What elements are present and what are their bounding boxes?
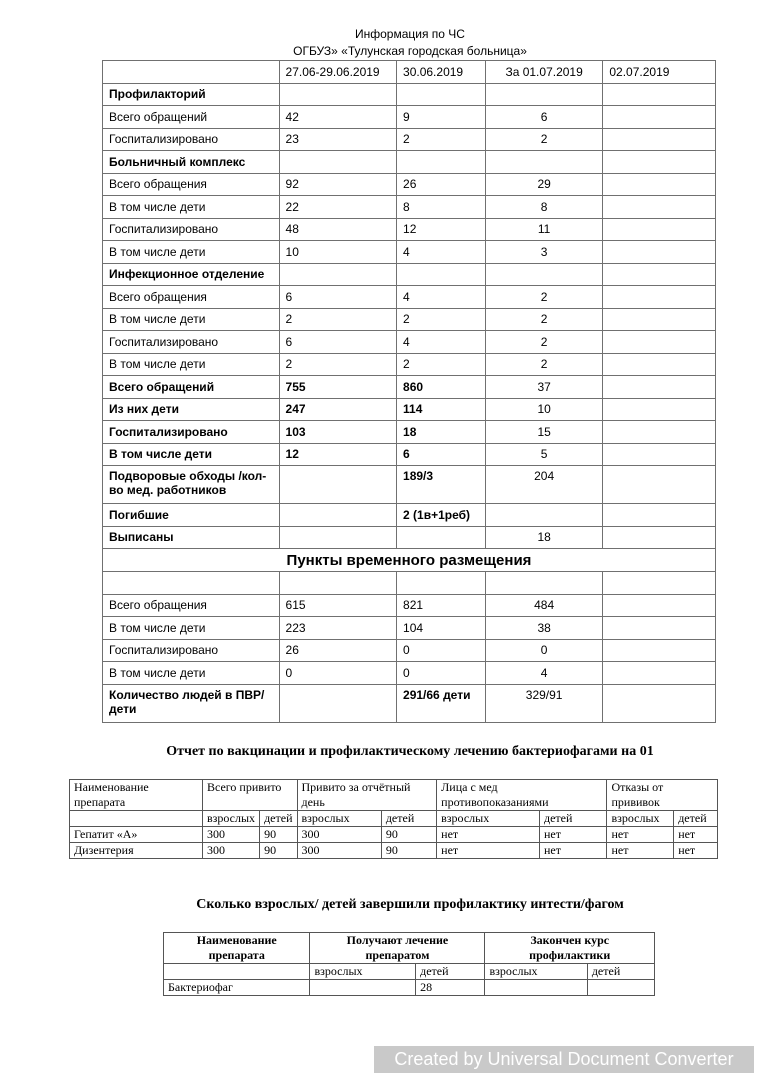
table-row	[103, 466, 716, 504]
table-row	[103, 617, 716, 640]
watermark: Created by Universal Document Converter	[374, 1046, 754, 1073]
row-value	[279, 684, 397, 722]
table-row	[103, 241, 716, 264]
row-value: 23	[279, 128, 397, 151]
row-value: 9	[397, 106, 486, 129]
row-value: 92	[279, 173, 397, 196]
row-value	[397, 151, 486, 174]
row-value: 90	[260, 827, 297, 843]
table-row	[164, 980, 655, 996]
row-value: 12	[397, 218, 486, 241]
row-value	[603, 286, 716, 309]
column-subheader: детей	[416, 964, 485, 980]
row-label: Инфекционное отделение	[103, 263, 280, 286]
row-value	[603, 218, 716, 241]
row-value: 2	[397, 308, 486, 331]
column-header: Привито за отчётный день	[297, 780, 437, 811]
table-row	[103, 151, 716, 174]
section-title: Пункты временного размещения	[103, 549, 716, 572]
row-value: 291/66 дети	[397, 684, 486, 722]
row-value	[603, 398, 716, 421]
row-value	[603, 376, 716, 399]
drug-name: Дизентерия	[70, 843, 203, 859]
row-label: Госпитализировано	[103, 218, 280, 241]
table-row	[103, 263, 716, 286]
column-header	[103, 61, 280, 84]
row-value	[485, 151, 603, 174]
row-value: 0	[397, 662, 486, 685]
row-value: 18	[397, 421, 486, 444]
row-label: Количество людей в ПВР/ дети	[103, 684, 280, 722]
row-value	[603, 466, 716, 504]
row-value: нет	[437, 843, 540, 859]
column-header: 02.07.2019	[603, 61, 716, 84]
subheader-row	[164, 964, 655, 980]
row-value: 204	[485, 466, 603, 504]
row-value: 103	[279, 421, 397, 444]
column-header: Наименование препарата	[164, 933, 310, 964]
row-value: 90	[381, 843, 436, 859]
row-value	[603, 639, 716, 662]
row-value: 5	[485, 443, 603, 466]
column-header: Лица с мед противопоказаниями	[437, 780, 607, 811]
row-value: 22	[279, 196, 397, 219]
column-subheader: взрослых	[310, 964, 416, 980]
row-value: 37	[485, 376, 603, 399]
row-value	[279, 504, 397, 527]
row-value: 2	[397, 353, 486, 376]
table-row	[103, 286, 716, 309]
row-value: нет	[674, 843, 718, 859]
column-header: 27.06-29.06.2019	[279, 61, 397, 84]
column-header: 30.06.2019	[397, 61, 486, 84]
row-label: Всего обращения	[103, 594, 280, 617]
column-subheader: детей	[260, 811, 297, 827]
row-value: 6	[485, 106, 603, 129]
table-row	[103, 594, 716, 617]
row-value: нет	[607, 843, 674, 859]
column-subheader: детей	[540, 811, 607, 827]
row-label: В том числе дети	[103, 241, 280, 264]
row-value: 10	[485, 398, 603, 421]
row-value	[603, 196, 716, 219]
table-row	[103, 662, 716, 685]
row-value: 4	[397, 331, 486, 354]
row-value: 8	[397, 196, 486, 219]
row-label: Госпитализировано	[103, 639, 280, 662]
column-header: Получают лечение препаратом	[310, 933, 485, 964]
row-value	[603, 308, 716, 331]
row-value: 6	[279, 331, 397, 354]
table-row	[103, 218, 716, 241]
row-value: 4	[397, 241, 486, 264]
row-value: 189/3	[397, 466, 486, 504]
vaccination-table	[69, 779, 718, 859]
row-value	[279, 83, 397, 106]
table-row	[103, 504, 716, 527]
row-value	[587, 980, 654, 996]
row-value: 4	[485, 662, 603, 685]
row-value: 2 (1в+1реб)	[397, 504, 486, 527]
column-header: Наименование препарата	[70, 780, 203, 811]
row-value: 29	[485, 173, 603, 196]
row-value	[603, 572, 716, 595]
row-value: 90	[260, 843, 297, 859]
row-value	[603, 443, 716, 466]
row-value: 0	[485, 639, 603, 662]
row-value	[603, 526, 716, 549]
table-row	[103, 443, 716, 466]
row-value: 8	[485, 196, 603, 219]
row-value	[603, 263, 716, 286]
row-value: 300	[202, 843, 259, 859]
table-row	[103, 353, 716, 376]
column-subheader: взрослых	[607, 811, 674, 827]
row-value: 755	[279, 376, 397, 399]
row-label: Госпитализировано	[103, 331, 280, 354]
drug-name: Гепатит «А»	[70, 827, 203, 843]
row-value	[485, 572, 603, 595]
row-value	[603, 106, 716, 129]
row-value: 15	[485, 421, 603, 444]
row-value	[397, 526, 486, 549]
row-value: 28	[416, 980, 485, 996]
table-row	[70, 843, 718, 859]
row-label	[103, 572, 280, 595]
header-row	[70, 780, 718, 811]
row-label: Подворовые обходы /кол-во мед. работников	[103, 466, 280, 504]
row-label: Госпитализировано	[103, 421, 280, 444]
row-value: 329/91	[485, 684, 603, 722]
row-label: В том числе дети	[103, 196, 280, 219]
row-value	[603, 421, 716, 444]
row-value	[603, 83, 716, 106]
column-subheader: детей	[674, 811, 718, 827]
row-value: 114	[397, 398, 486, 421]
row-value: 0	[279, 662, 397, 685]
section-row	[103, 549, 716, 572]
document-title: Информация по ЧС	[355, 27, 465, 41]
row-label: В том числе дети	[103, 617, 280, 640]
drug-name: Бактериофаг	[164, 980, 310, 996]
row-label: В том числе дети	[103, 443, 280, 466]
row-label: Всего обращений	[103, 106, 280, 129]
column-subheader: детей	[587, 964, 654, 980]
row-value: 2	[485, 353, 603, 376]
row-value	[279, 572, 397, 595]
column-subheader: взрослых	[297, 811, 381, 827]
table-row	[103, 83, 716, 106]
row-label: Погибшие	[103, 504, 280, 527]
row-label: Больничный комплекс	[103, 151, 280, 174]
row-value: 484	[485, 594, 603, 617]
row-value: 2	[485, 331, 603, 354]
row-label: В том числе дети	[103, 353, 280, 376]
column-subheader: взрослых	[485, 964, 587, 980]
bacteriophage-table	[163, 932, 655, 996]
row-value: 38	[485, 617, 603, 640]
column-subheader: детей	[381, 811, 436, 827]
table-row	[103, 196, 716, 219]
row-value: 2	[485, 286, 603, 309]
row-value	[485, 504, 603, 527]
row-value: 2	[397, 128, 486, 151]
row-value	[603, 504, 716, 527]
row-value: 104	[397, 617, 486, 640]
column-subheader: взрослых	[437, 811, 540, 827]
row-value: нет	[607, 827, 674, 843]
row-value: 10	[279, 241, 397, 264]
table-row	[103, 173, 716, 196]
table-row	[103, 128, 716, 151]
row-value: 615	[279, 594, 397, 617]
row-value: 3	[485, 241, 603, 264]
row-value	[310, 980, 416, 996]
row-value: 0	[397, 639, 486, 662]
header-row	[164, 933, 655, 964]
document-subtitle: ОГБУЗ» «Тулунская городская больница»	[293, 44, 527, 58]
row-value: 2	[485, 308, 603, 331]
row-value	[397, 572, 486, 595]
row-value: 247	[279, 398, 397, 421]
row-value: 300	[297, 843, 381, 859]
row-value	[279, 151, 397, 174]
row-value	[603, 662, 716, 685]
row-value	[279, 263, 397, 286]
blank-cell	[164, 964, 310, 980]
row-label: Профилакторий	[103, 83, 280, 106]
row-value: 12	[279, 443, 397, 466]
row-value	[485, 83, 603, 106]
row-value: 2	[279, 308, 397, 331]
table-row	[103, 398, 716, 421]
row-value: 6	[279, 286, 397, 309]
row-value: 300	[297, 827, 381, 843]
row-label: Из них дети	[103, 398, 280, 421]
row-value: 223	[279, 617, 397, 640]
header-row	[103, 61, 716, 84]
table-row	[103, 572, 716, 595]
row-label: В том числе дети	[103, 308, 280, 331]
row-value	[603, 594, 716, 617]
row-value: 26	[397, 173, 486, 196]
table-row	[103, 421, 716, 444]
row-label: Госпитализировано	[103, 128, 280, 151]
row-value	[279, 466, 397, 504]
table-row	[103, 331, 716, 354]
row-value	[603, 151, 716, 174]
row-value	[603, 331, 716, 354]
row-value: нет	[540, 827, 607, 843]
table-row	[103, 106, 716, 129]
table-row	[70, 827, 718, 843]
row-value: нет	[540, 843, 607, 859]
row-label: Всего обращения	[103, 173, 280, 196]
column-header: За 01.07.2019	[485, 61, 603, 84]
column-header: Закончен курс профилактики	[485, 933, 655, 964]
table-row	[103, 308, 716, 331]
row-value: 90	[381, 827, 436, 843]
row-value	[485, 980, 587, 996]
row-value: 11	[485, 218, 603, 241]
row-value	[279, 526, 397, 549]
row-label: В том числе дети	[103, 662, 280, 685]
row-value	[397, 83, 486, 106]
row-value: 4	[397, 286, 486, 309]
row-value: 6	[397, 443, 486, 466]
row-value: 860	[397, 376, 486, 399]
table-row	[103, 639, 716, 662]
row-value: 300	[202, 827, 259, 843]
row-label: Всего обращений	[103, 376, 280, 399]
row-value	[603, 128, 716, 151]
row-label: Всего обращения	[103, 286, 280, 309]
bacteriophage-heading: Сколько взрослых/ детей завершили профилактику интести/фагом	[196, 897, 624, 912]
blank-cell	[70, 811, 203, 827]
row-value	[603, 684, 716, 722]
column-subheader: взрослых	[202, 811, 259, 827]
row-value	[603, 241, 716, 264]
row-value	[603, 617, 716, 640]
subheader-row	[70, 811, 718, 827]
row-value: нет	[437, 827, 540, 843]
row-value: нет	[674, 827, 718, 843]
row-value: 26	[279, 639, 397, 662]
row-label: Выписаны	[103, 526, 280, 549]
emergency-info-table	[102, 60, 716, 723]
row-value	[397, 263, 486, 286]
column-header: Всего привито	[202, 780, 297, 811]
table-row	[103, 684, 716, 722]
table-row	[103, 376, 716, 399]
row-value	[485, 263, 603, 286]
vaccination-heading: Отчет по вакцинации и профилактическому лечению бактериофагами на 01	[166, 744, 654, 759]
column-header: Отказы от прививок	[607, 780, 718, 811]
row-value: 48	[279, 218, 397, 241]
row-value: 18	[485, 526, 603, 549]
row-value: 2	[485, 128, 603, 151]
table-row	[103, 526, 716, 549]
row-value: 42	[279, 106, 397, 129]
row-value	[603, 173, 716, 196]
row-value	[603, 353, 716, 376]
row-value: 2	[279, 353, 397, 376]
row-value: 821	[397, 594, 486, 617]
